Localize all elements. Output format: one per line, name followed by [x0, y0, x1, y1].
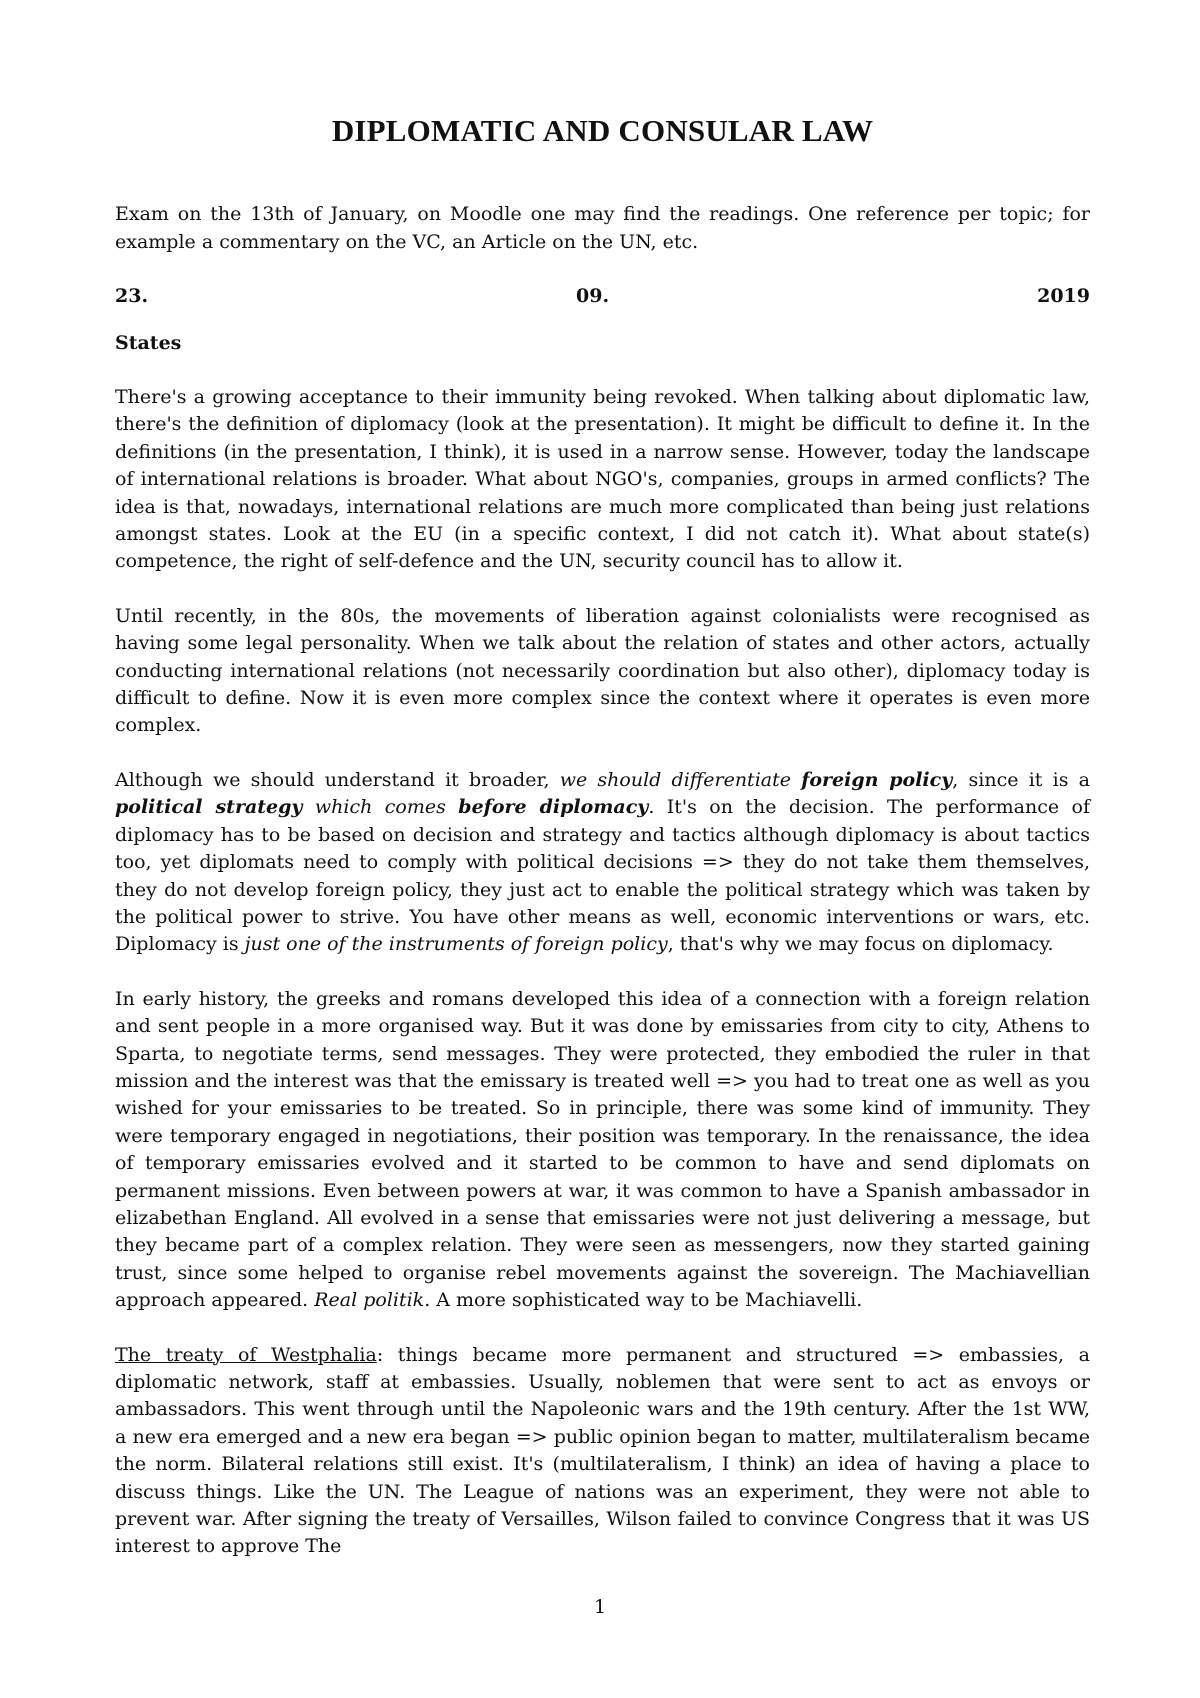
paragraph-5 — [115, 1342, 1090, 1561]
paragraph-3-bold-political-strategy: political strategy — [115, 796, 303, 819]
section-heading: States — [115, 332, 182, 354]
paragraph-3-text-d: , since it is a — [952, 768, 1090, 791]
paragraph-3-text-j: , that's why we may focus on diplomacy. — [667, 933, 1054, 956]
paragraph-5-underline-westphalia: The treaty of Westphalia — [115, 1343, 377, 1366]
date-month: 09. — [576, 285, 610, 307]
paragraph-3-text-h: . It's on the decision. The performance of diplomacy has to be based on decision and strategy and tactics although diplomacy is about tactics too, yet diplomats need to comply with political decisions => they do not take them themselves, they do not develop foreign policy, they just act to enable the political strategy which was taken by the political power to strive. You have other means as well, economic interventions or wars, etc. Diplomacy is — [115, 796, 1090, 956]
page-content — [115, 112, 1090, 1588]
paragraph-3-bold-foreign-policy: foreign policy — [801, 768, 953, 791]
paragraph-3-italic-a — [560, 769, 953, 791]
paragraph-2: Until recently, in the 80s, the movements of liberation against colonialists were recognised as having some legal personality. When we talk about the relation of states and other actors, actually conducting international relations (not necessarily coordination but also other), diplomacy today is difficult to define. Now it is even more complex since the context where it operates is even more complex. — [115, 604, 1090, 737]
date-year: 2019 — [1037, 285, 1090, 307]
paragraph-1: There's a growing acceptance to their immunity being revoked. When talking about diplomatic law, there's the definition of diplomacy (look at the presentation). It might be difficult to define it. In the definitions (in the presentation, I think), it is used in a narrow sense. However, today the landscape of international relations is broader. What about NGO's, companies, groups in armed conflicts? The idea is that, nowadays, international relations are much more complicated than being just relations amongst states. Look at the EU (in a specific context, I did not catch it). What about state(s) competence, the right of self-defence and the UN, security council has to allow it. — [115, 386, 1090, 573]
paragraph-3-italic-b — [115, 796, 648, 818]
paragraph-3-italic-instruments: just one of the instruments of foreign policy — [244, 933, 668, 956]
paragraph-4-text-c: . A more sophisticated way to be Machiavelli. — [424, 1289, 863, 1312]
paragraph-4-italic-real-politik: Real politik — [314, 1289, 425, 1312]
page-number: 1 — [593, 1596, 607, 1618]
paragraph-3 — [115, 767, 1090, 959]
paragraph-4 — [115, 986, 1090, 1315]
intro-paragraph: Exam on the 13th of January, on Moodle one may find the readings. One reference per topic; for example a commentary on the VC, an Article on the UN, etc. — [115, 203, 1090, 253]
paragraph-4-text-a: In early history, the greeks and romans developed this idea of a connection with a foreign relation and sent people in a more organised way. But it was done by emissaries from city to city, Athens to Sparta, to negotiate terms, send messages. They were protected, they embodied the ruler in that mission and the interest was that the emissary is treated well => you had to treat one as well as you wished for your emissaries to be treated. So in principle, there was some kind of immunity. They were temporary engaged in negotiations, their position was temporary. In the renaissance, the idea of temporary emissaries evolved and it started to be common to have and send diplomats on permanent missions. Even between powers at war, it was common to have a Spanish ambassador in elizabethan England. All evolved in a sense that emissaries were not just delivering a message, but they became part of a complex relation. They were seen as messengers, now they started gaining trust, since some helped to organise rebel movements against the sovereign. The Machiavellian approach appeared. — [115, 987, 1090, 1312]
paragraph-3-text-a: Although we should understand it broader, — [115, 768, 560, 791]
date-day: 23. — [115, 285, 149, 307]
paragraph-5-text-b: : things became more permanent and structured => embassies, a diplomatic network, staff at embassies. Usually, noblemen that were sent to act as envoys or ambassadors. This went through until the Napoleonic wars and the 19th century. After the 1st WW, a new era emerged and a new era began => public opinion began to matter, multilateralism became the norm. Bilateral relations still exist. It's (multilateralism, I think) an idea of having a place to discuss things. Like the UN. The League of nations was an experiment, they were not able to prevent war. After signing the treaty of Versailles, Wilson failed to convince Congress that it was US interest to approve The — [115, 1343, 1090, 1558]
paragraph-3-bold-before-diplomacy: before diplomacy — [458, 796, 649, 819]
document-title: DIPLOMATIC AND CONSULAR LAW — [331, 113, 874, 148]
paragraph-3-text-b: we should differentiate — [559, 768, 802, 791]
date-row — [115, 283, 1090, 310]
paragraph-3-text-f: which comes — [302, 796, 459, 819]
